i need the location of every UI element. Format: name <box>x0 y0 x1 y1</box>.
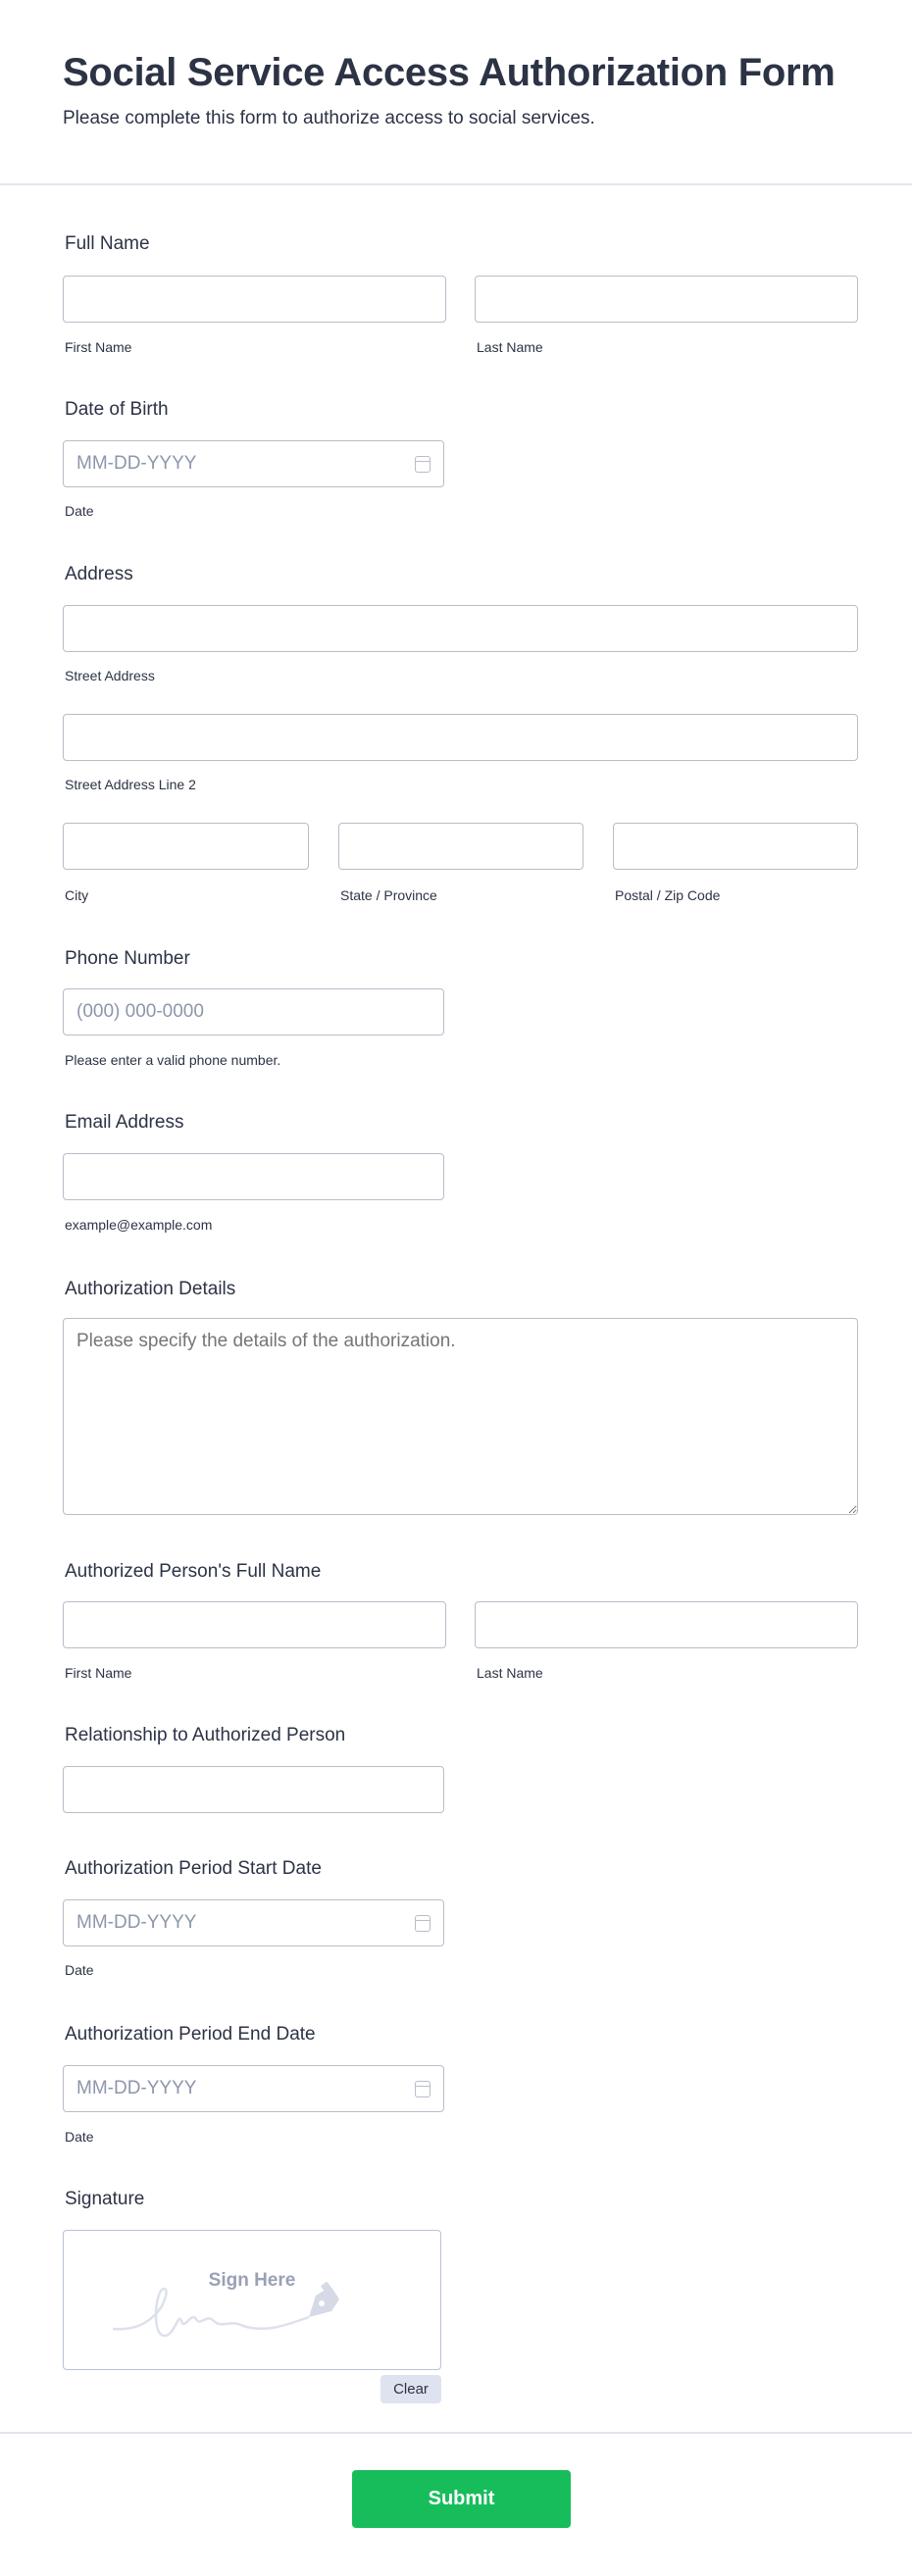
end-date-sublabel: Date <box>65 2129 94 2145</box>
last-name-sublabel: Last Name <box>477 339 543 355</box>
submit-button[interactable]: Submit <box>352 2470 571 2528</box>
signature-pad[interactable] <box>63 2230 441 2370</box>
details-textarea[interactable] <box>63 1318 858 1515</box>
street-address-line2-sublabel: Street Address Line 2 <box>65 777 196 792</box>
calendar-icon[interactable] <box>415 2081 431 2097</box>
form-title: Social Service Access Authorization Form <box>63 51 836 94</box>
end-date-label: Authorization Period End Date <box>65 2024 316 2045</box>
street-address-line2-input[interactable] <box>63 714 858 761</box>
start-date-input[interactable] <box>63 1899 444 1946</box>
last-name-input[interactable] <box>475 276 858 323</box>
calendar-icon[interactable] <box>415 456 431 473</box>
details-label: Authorization Details <box>65 1279 236 1299</box>
street-address-input[interactable] <box>63 605 858 652</box>
full-name-label: Full Name <box>65 233 150 254</box>
start-date-label: Authorization Period Start Date <box>65 1858 322 1879</box>
email-input[interactable] <box>63 1153 444 1200</box>
zip-sublabel: Postal / Zip Code <box>615 887 721 903</box>
phone-input[interactable] <box>63 988 444 1035</box>
sign-here-hint: Sign Here <box>208 2270 296 2291</box>
city-input[interactable] <box>63 823 309 870</box>
authorized-name-label: Authorized Person's Full Name <box>65 1561 322 1582</box>
footer-divider <box>0 2432 912 2434</box>
end-date-input[interactable] <box>63 2065 444 2112</box>
end-date-placeholder: MM-DD-YYYY <box>76 2078 197 2098</box>
signature-pen-icon <box>108 2282 402 2350</box>
signature-label: Signature <box>65 2189 145 2209</box>
street-address-sublabel: Street Address <box>65 668 155 683</box>
first-name-sublabel: First Name <box>65 339 132 355</box>
first-name-input[interactable] <box>63 276 446 323</box>
authorized-last-sublabel: Last Name <box>477 1665 543 1681</box>
phone-help: Please enter a valid phone number. <box>65 1052 281 1068</box>
state-sublabel: State / Province <box>340 887 437 903</box>
email-label: Email Address <box>65 1112 184 1133</box>
relationship-label: Relationship to Authorized Person <box>65 1725 346 1745</box>
authorized-last-name-input[interactable] <box>475 1601 858 1648</box>
phone-label: Phone Number <box>65 948 190 969</box>
city-sublabel: City <box>65 887 89 903</box>
zip-input[interactable] <box>613 823 858 870</box>
authorized-first-sublabel: First Name <box>65 1665 132 1681</box>
clear-signature-button[interactable]: Clear <box>380 2375 441 2403</box>
email-help: example@example.com <box>65 1217 213 1233</box>
phone-placeholder: (000) 000-0000 <box>76 1001 204 1022</box>
start-date-sublabel: Date <box>65 1962 94 1978</box>
dob-sublabel: Date <box>65 503 94 519</box>
start-date-placeholder: MM-DD-YYYY <box>76 1912 197 1933</box>
address-label: Address <box>65 564 133 584</box>
dob-input[interactable] <box>63 440 444 487</box>
form-subtitle: Please complete this form to authorize access to social services. <box>63 108 595 128</box>
header-divider <box>0 183 912 185</box>
dob-label: Date of Birth <box>65 399 169 420</box>
authorized-first-name-input[interactable] <box>63 1601 446 1648</box>
relationship-input[interactable] <box>63 1766 444 1813</box>
dob-placeholder: MM-DD-YYYY <box>76 453 197 474</box>
state-input[interactable] <box>338 823 583 870</box>
calendar-icon[interactable] <box>415 1915 431 1932</box>
